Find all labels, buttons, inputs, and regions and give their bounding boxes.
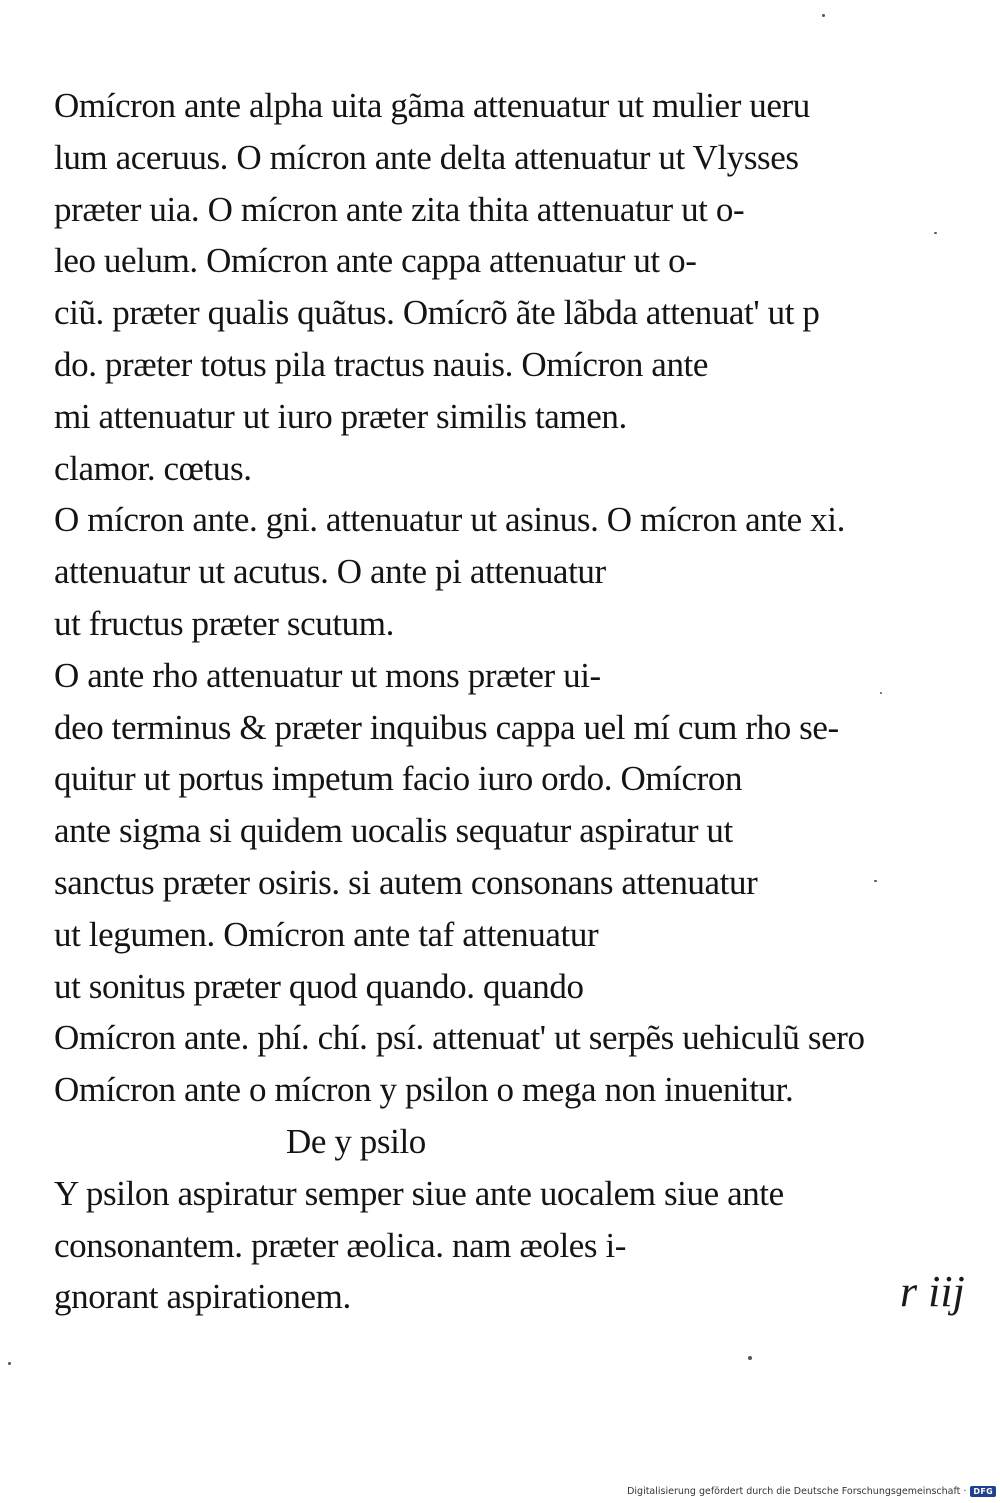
scan-speck xyxy=(8,1362,11,1365)
text-line-13: deo terminus & præter inquibus cappa uel mí cum rho se- xyxy=(54,707,839,747)
text-line-7: mi attenuatur ut iuro præter similis tamen. xyxy=(54,396,627,436)
text-line-12: O ante rho attenuatur ut mons præter ui- xyxy=(54,655,601,695)
text-line-3: præter uia. O mícron ante zita thita attenuatur ut o- xyxy=(54,189,745,229)
text-line-8: clamor. cœtus. xyxy=(54,448,252,488)
text-line-9: O mícron ante. gni. attenuatur ut asinus. O mícron ante xi. xyxy=(54,500,845,540)
text-line-19: Omícron ante. phí. chí. psí. attenuat' ut serpẽs uehiculũ sero xyxy=(54,1018,865,1058)
closing-line-2: consonantem. præter æolica. nam æoles i- xyxy=(54,1225,627,1265)
digitization-footer xyxy=(627,1486,996,1497)
text-line-17: ut legumen. Omícron ante taf attenuatur xyxy=(54,914,599,954)
section-heading: De y psilo xyxy=(286,1121,426,1161)
main-text-block xyxy=(54,80,944,1323)
text-line-11: ut fructus præter scutum. xyxy=(54,603,394,643)
text-line-1: Omícron ante alpha uita gãma attenuatur ut mulier ueru xyxy=(54,86,810,125)
closing-line-3: gnorant aspirationem. xyxy=(54,1277,351,1317)
scan-speck xyxy=(880,692,882,694)
text-line-14: quitur ut portus impetum facio iuro ordo. Omícron xyxy=(54,759,743,799)
text-line-10: attenuatur ut acutus. O ante pi attenuatur xyxy=(54,552,606,592)
footer-credit-text: Digitalisierung gefördert durch die Deutsche Forschungsgemeinschaft · xyxy=(627,1486,967,1497)
dfg-logo-icon: DFG xyxy=(970,1486,996,1497)
closing-line-1: Y psilon aspiratur semper siue ante uocalem siue ante xyxy=(54,1173,784,1213)
text-line-4: leo uelum. Omícron ante cappa attenuatur ut o- xyxy=(54,241,697,281)
text-line-2: lum aceruus. O mícron ante delta attenuatur ut Vlysses xyxy=(54,137,799,177)
text-line-20: Omícron ante o mícron y psilon o mega non inuenitur. xyxy=(54,1070,794,1110)
text-line-18: ut sonitus præter quod quando. quando xyxy=(54,966,584,1006)
text-line-15: ante sigma si quidem uocalis sequatur aspiratur ut xyxy=(54,811,733,851)
scan-speck xyxy=(934,232,937,234)
scan-speck xyxy=(822,14,825,17)
scan-speck xyxy=(748,1356,752,1360)
scan-speck xyxy=(874,880,877,882)
text-line-16: sanctus præter osiris. si autem consonans attenuatur xyxy=(54,862,758,902)
signature-mark: r iij xyxy=(900,1267,965,1316)
text-line-6: do. præter totus pila tractus nauis. Omícron ante xyxy=(54,344,708,384)
text-line-5: ciũ. præter qualis quãtus. Omícrõ ãte lãbda attenuat' ut p xyxy=(54,293,820,333)
